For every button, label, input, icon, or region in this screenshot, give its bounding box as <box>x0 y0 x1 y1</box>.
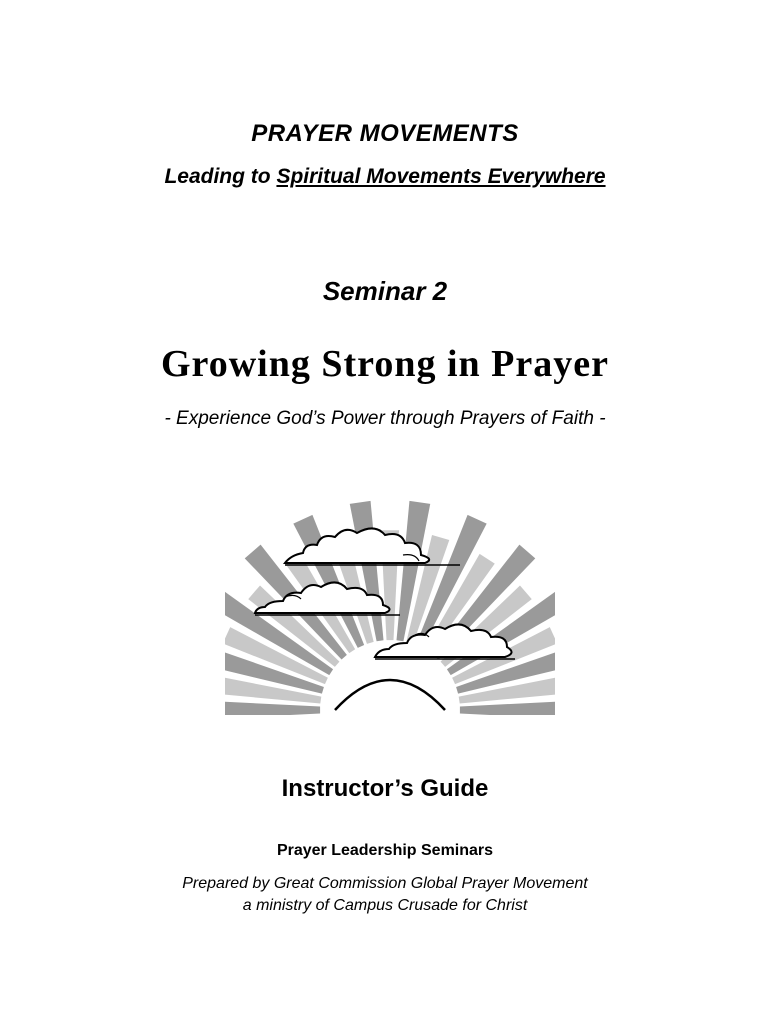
sunrise-clouds-icon <box>225 485 555 715</box>
series-title: Prayer Leadership Seminars <box>276 842 494 859</box>
main-title: PRAYER MOVEMENTS <box>251 120 519 147</box>
ministry-line: a ministry of Campus Crusade for Christ <box>242 897 528 914</box>
seminar-label: Seminar 2 <box>322 276 448 306</box>
subtitle-prefix: Leading to <box>164 165 277 188</box>
seminar-title: Growing Strong in Prayer <box>161 343 609 385</box>
subtitle <box>0 165 770 189</box>
guide-title: Instructor’s Guide <box>281 775 489 802</box>
subtitle-underlined: Spiritual Movements Everywhere <box>276 165 606 188</box>
seminar-tagline: - Experience God’s Power through Prayers of Faith - <box>164 408 606 429</box>
sun-arc <box>335 680 445 710</box>
prepared-by: Prepared by Great Commission Global Prayer Movement <box>182 875 588 892</box>
